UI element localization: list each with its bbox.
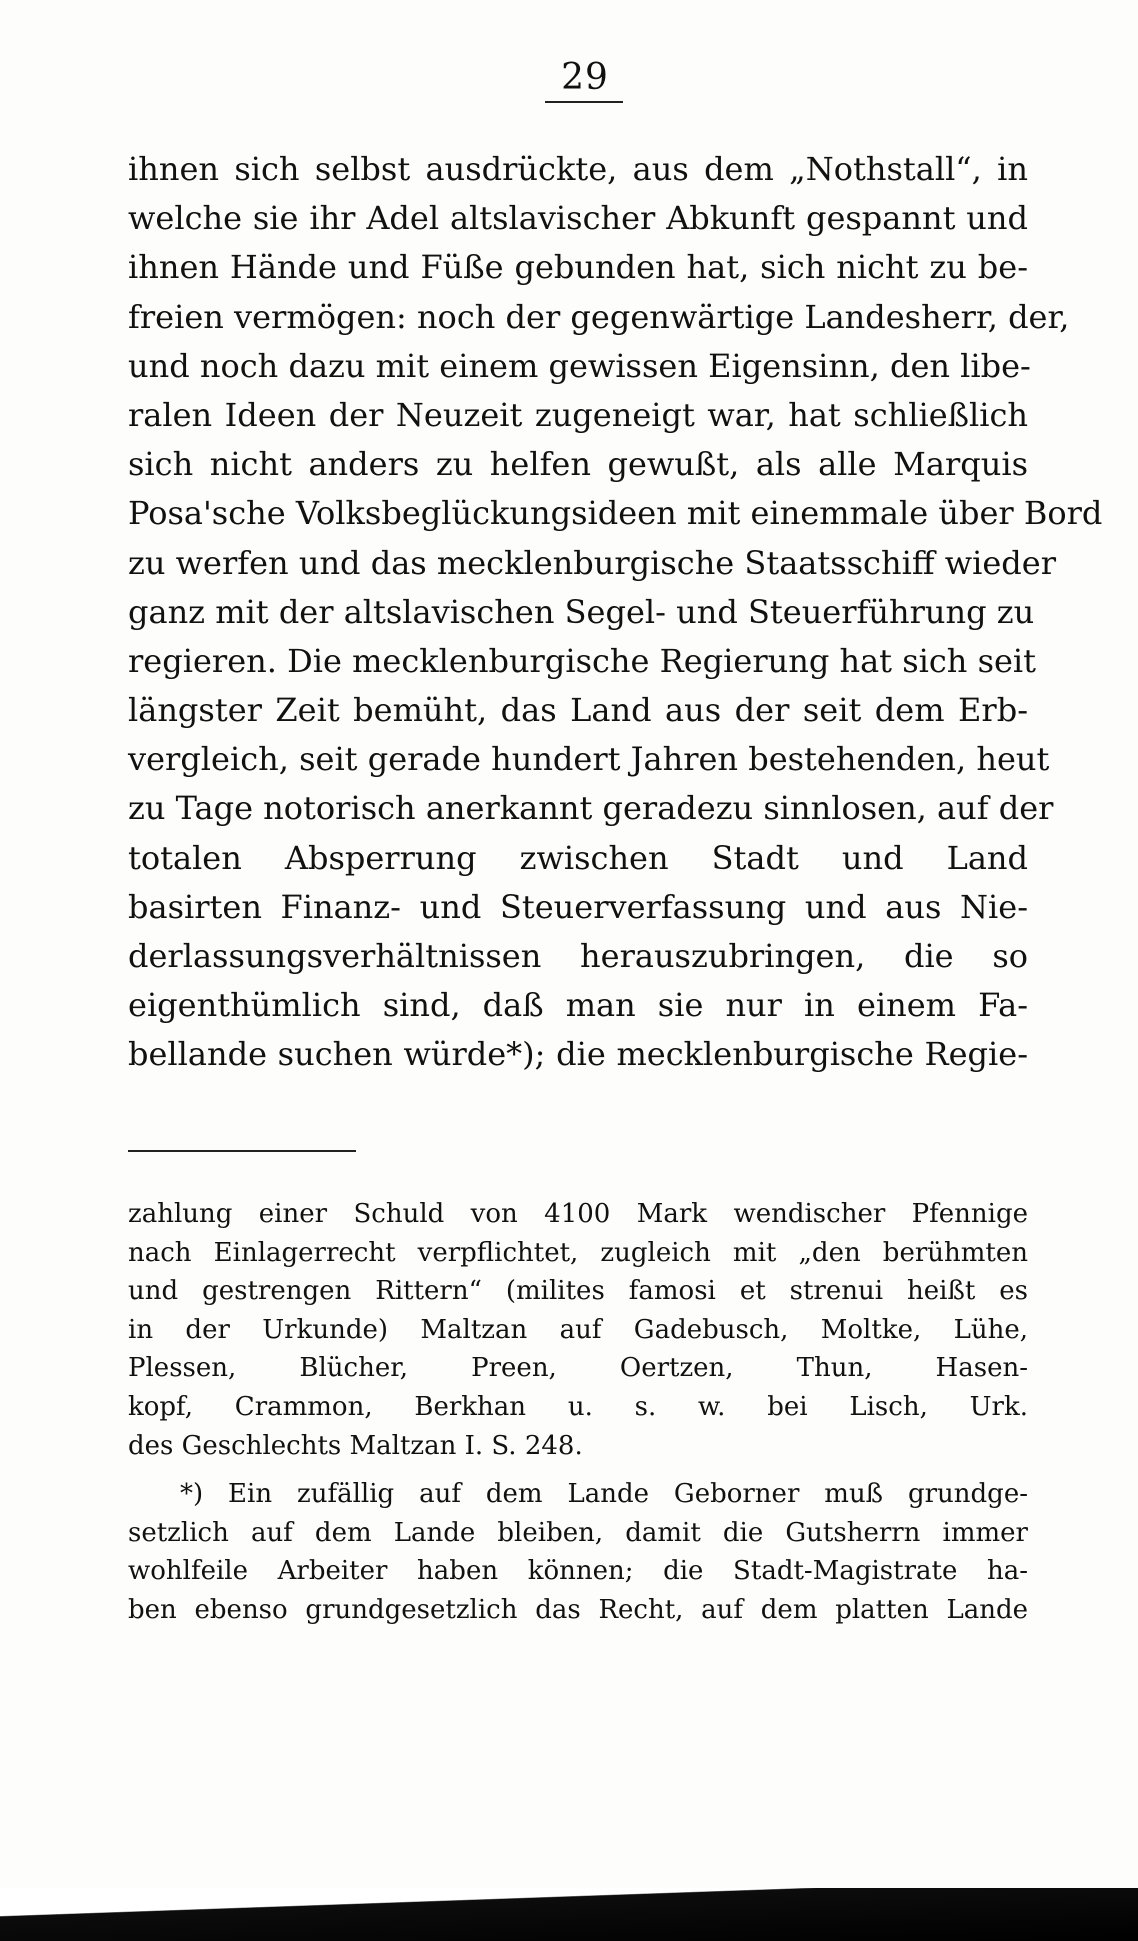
text-line: bellande suchen würde*); die mecklenburgische Regie- — [128, 1035, 1028, 1074]
text-line: freien vermögen: noch der gegenwärtige Landesherr, der, — [128, 297, 1070, 336]
text-line: Posa'sche Volksbeglückungsideen mit einemmale über Bord — [128, 494, 1103, 533]
scan-bottom-edge — [0, 1888, 1138, 1941]
text-line: zu werfen und das mecklenburgische Staatsschiff wieder — [128, 543, 1056, 582]
text-line: eigenthümlich sind, daß man sie nur in einem Fa- — [128, 986, 1028, 1025]
footnote-line: nach Einlagerrecht verpflichtet, zugleich mit „den berühmten — [128, 1237, 1028, 1268]
text-line: ihnen Hände und Füße gebunden hat, sich nicht zu be- — [128, 248, 1028, 287]
footnote-line: zahlung einer Schuld von 4100 Mark wendischer Pfennige — [128, 1199, 1028, 1229]
footnote-continued — [128, 1195, 1028, 1465]
footnote-line: und gestrengen Rittern“ (milites famosi et strenui heißt es — [128, 1276, 1028, 1307]
footnote-rule — [128, 1150, 356, 1152]
text-line: ganz mit der altslavischen Segel- und Steuerführung zu — [128, 592, 1035, 631]
footnote-gap — [128, 1465, 1028, 1475]
text-line: sich nicht anders zu helfen gewußt, als alle Marquis — [128, 445, 1028, 484]
footnote-star — [128, 1475, 1028, 1629]
footnote-line: setzlich auf dem Lande bleiben, damit die Gutsherrn immer — [128, 1517, 1028, 1548]
footnote-line: Plessen, Blücher, Preen, Oertzen, Thun, Hasen- — [128, 1353, 1028, 1384]
footnotes — [128, 1195, 1028, 1630]
text-line: welche sie ihr Adel altslavischer Abkunft gespannt und — [128, 199, 1028, 238]
footnote-line: des Geschlechts Maltzan I. S. 248. — [128, 1430, 583, 1461]
footnote-line: in der Urkunde) Maltzan auf Gadebusch, Moltke, Lühe, — [128, 1314, 1028, 1345]
text-line: ihnen sich selbst ausdrückte, aus dem „Nothstall“, in — [128, 150, 1028, 188]
footnote-line: kopf, Crammon, Berkhan u. s. w. bei Lisch, Urk. — [128, 1391, 1028, 1422]
text-line: regieren. Die mecklenburgische Regierung hat sich seit — [128, 641, 1037, 680]
text-line: ralen Ideen der Neuzeit zugeneigt war, hat schließlich — [128, 395, 1028, 434]
main-text — [128, 145, 1103, 1080]
text-line: derlassungsverhältnissen herauszubringen, die so — [128, 937, 1028, 975]
text-line: basirten Finanz- und Steuerverfassung und aus Nie- — [128, 887, 1028, 926]
page-number-rule — [545, 101, 623, 103]
text-line: totalen Absperrung zwischen Stadt und Land — [128, 838, 1028, 877]
footnote-line: wohlfeile Arbeiter haben können; die Stadt-Magistrate ha- — [128, 1556, 1028, 1587]
text-line: zu Tage notorisch anerkannt geradezu sinnlosen, auf der — [128, 789, 1054, 828]
text-line: längster Zeit bemüht, das Land aus der seit dem Erb- — [128, 691, 1028, 730]
text-line: und noch dazu mit einem gewissen Eigensinn, den libe- — [128, 346, 1031, 385]
page-number: 29 — [561, 57, 609, 98]
text-line: vergleich, seit gerade hundert Jahren bestehenden, heut — [128, 740, 1050, 779]
footnote-line: ben ebenso grundgesetzlich das Recht, auf dem platten Lande — [128, 1594, 1028, 1625]
footnote-line: *) Ein zufällig auf dem Lande Geborner muß grundge- — [180, 1479, 1028, 1510]
